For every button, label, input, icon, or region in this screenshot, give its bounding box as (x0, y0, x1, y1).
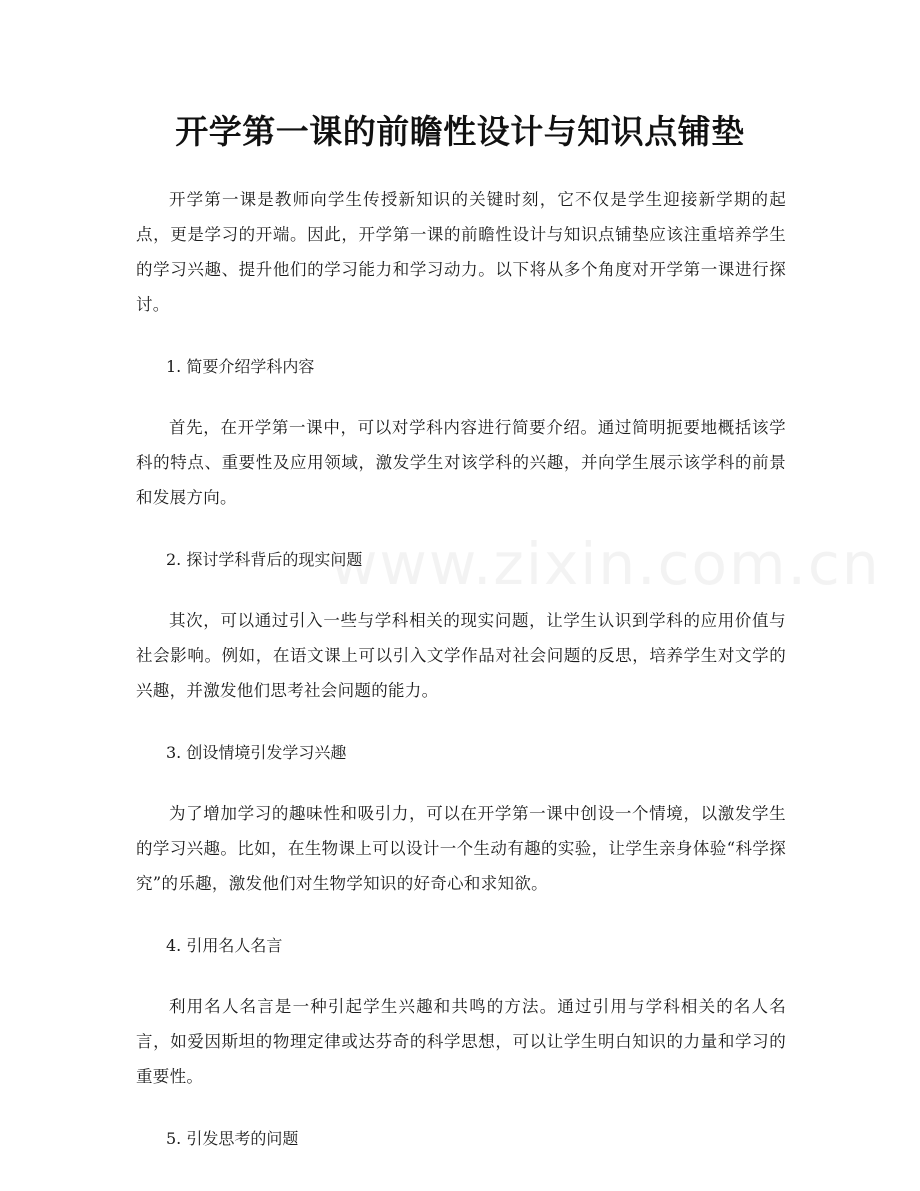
section-body-2: 其次，可以通过引入一些与学科相关的现实问题，让学生认识到学科的应用价值与社会影响。例如，在语文课上可以引入文学作品对社会问题的反思，培养学生对文学的兴趣，并激发他们思考社会问题的能力。 (136, 611, 786, 700)
section-heading-3: 3. 创设情境引发学习兴趣 (166, 743, 347, 762)
section-heading-1: 1. 简要介绍学科内容 (166, 357, 315, 376)
section-heading-4: 4. 引用名人名言 (166, 936, 283, 955)
page-title: 开学第一课的前瞻性设计与知识点铺垫 (175, 112, 745, 151)
document-body (136, 182, 786, 1182)
intro-paragraph: 开学第一课是教师向学生传授新知识的关键时刻，它不仅是学生迎接新学期的起点，更是学习的开端。因此，开学第一课的前瞻性设计与知识点铺垫应该注重培养学生的学习兴趣、提升他们的学习能力和学习动力。以下将从多个角度对开学第一课进行探讨。 (136, 190, 786, 314)
section-body-4: 利用名人名言是一种引起学生兴趣和共鸣的方法。通过引用与学科相关的名人名言，如爱因斯坦的物理定律或达芬奇的科学思想，可以让学生明白知识的力量和学习的重要性。 (136, 997, 786, 1086)
section-heading-5: 5. 引发思考的问题 (166, 1129, 299, 1148)
section-heading-2: 2. 探讨学科背后的现实问题 (166, 550, 363, 569)
section-body-3: 为了增加学习的趣味性和吸引力，可以在开学第一课中创设一个情境，以激发学生的学习兴趣。比如，在生物课上可以设计一个生动有趣的实验，让学生亲身体验“科学探究”的乐趣，激发他们对生物学知识的好奇心和求知欲。 (136, 804, 786, 893)
watermark: www.zixin.com.cn (330, 530, 881, 598)
section-body-1: 首先，在开学第一课中，可以对学科内容进行简要介绍。通过简明扼要地概括该学科的特点、重要性及应用领域，激发学生对该学科的兴趣，并向学生展示该学科的前景和发展方向。 (136, 418, 786, 507)
